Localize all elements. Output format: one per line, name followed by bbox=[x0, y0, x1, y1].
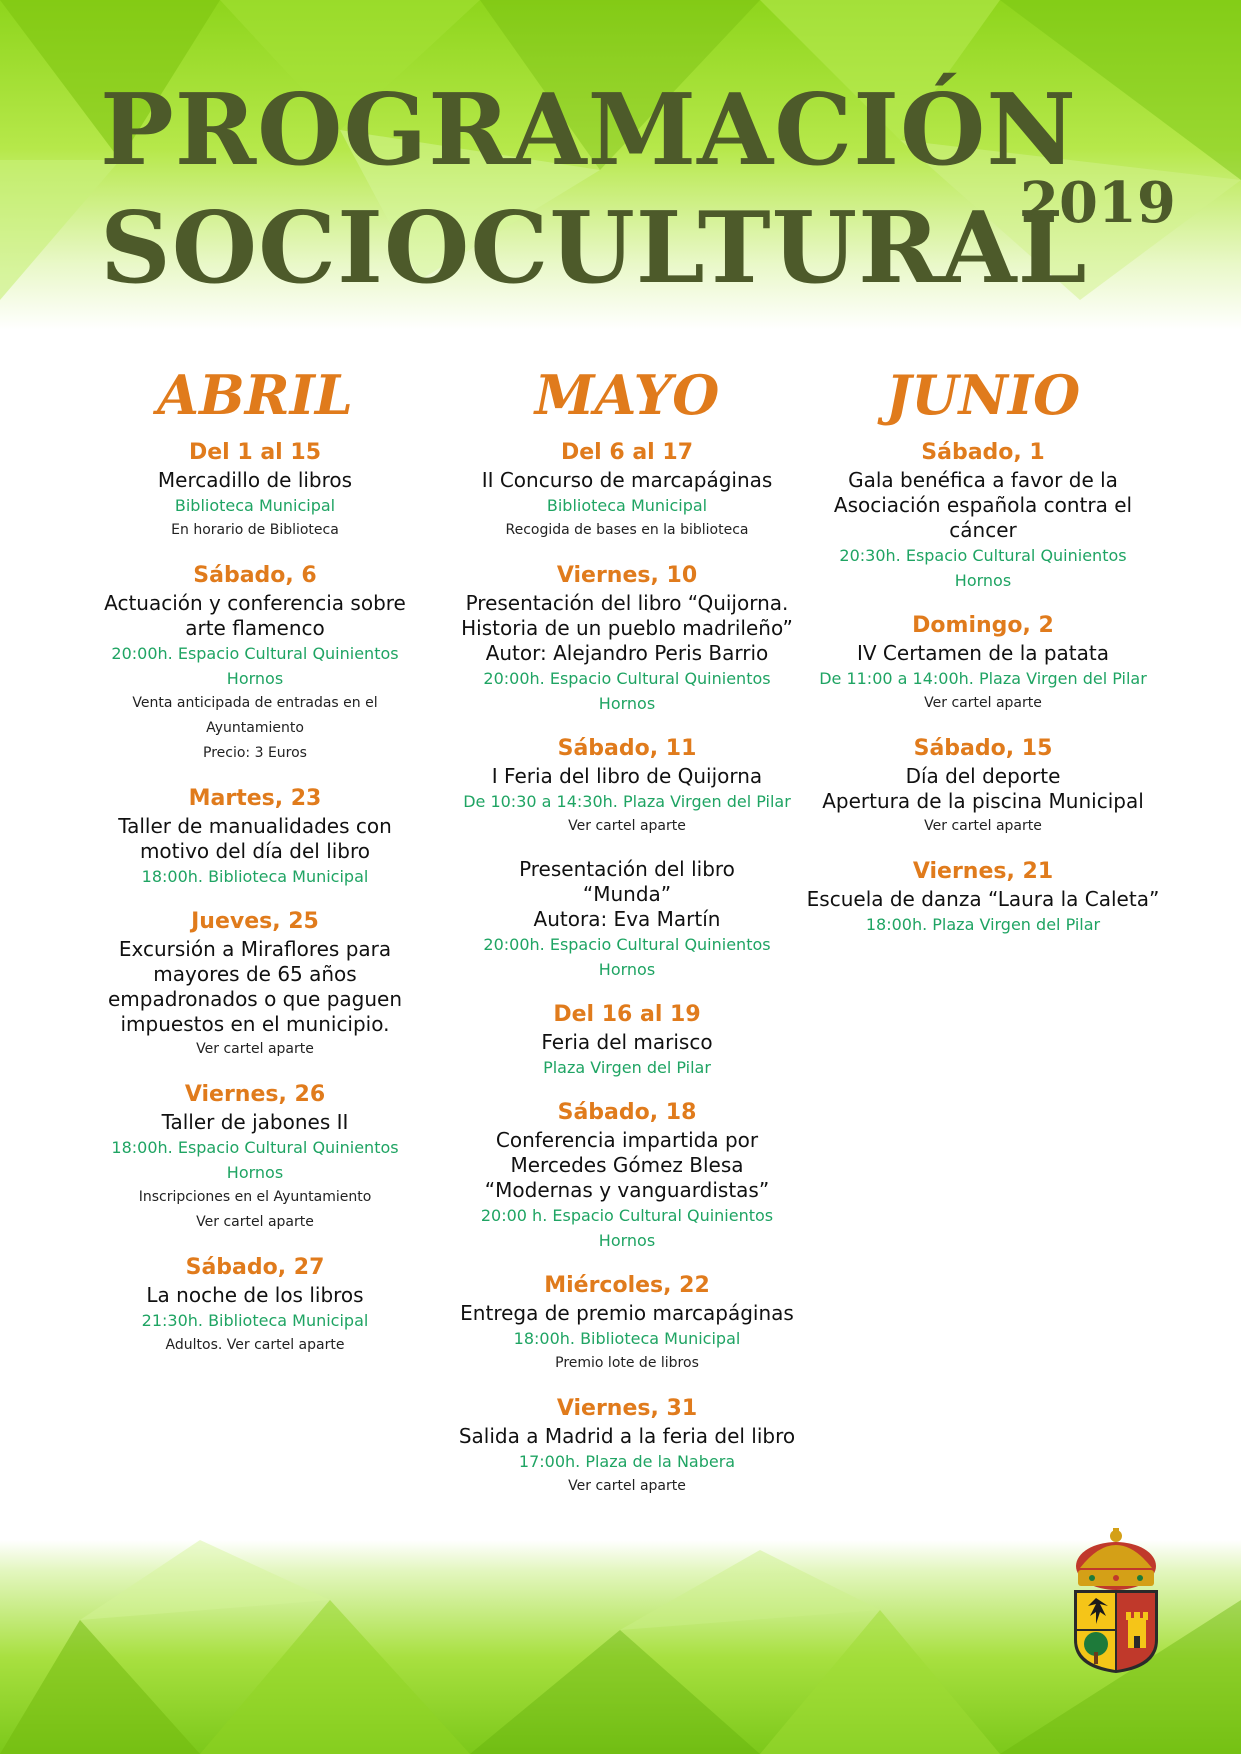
event-item bbox=[437, 734, 817, 839]
event-notes: Ver cartel aparte bbox=[924, 818, 1042, 834]
event-place: 17:00h. Plaza de la Nabera bbox=[518, 1452, 736, 1471]
event-title: Día del deporte Apertura de la piscina Municipal bbox=[822, 764, 1144, 813]
month-heading: ABRIL bbox=[157, 363, 353, 427]
event-title: Salida a Madrid a la feria del libro bbox=[458, 1424, 796, 1448]
event-item bbox=[65, 784, 445, 889]
event-notes: Ver cartel aparte bbox=[924, 695, 1042, 711]
event-title: Presentación del libro “Munda” Autora: Eva Martín bbox=[519, 857, 735, 931]
event-title: Mercadillo de libros bbox=[157, 468, 353, 492]
page-title bbox=[100, 72, 1088, 308]
event-title: Presentación del libro “Quijorna. Historia de un pueblo madrileño” Autor: Alejandro Peris Barrio bbox=[461, 591, 793, 665]
event-notes: Venta anticipada de entradas en el Ayuntamiento Precio: 3 Euros bbox=[132, 695, 378, 761]
event-place: 20:00h. Espacio Cultural Quinientos Hornos bbox=[483, 669, 771, 713]
event-title: Actuación y conferencia sobre arte flamenco bbox=[104, 591, 406, 640]
event-item bbox=[65, 438, 445, 543]
event-title: II Concurso de marcapáginas bbox=[481, 468, 773, 492]
event-title: Taller de manualidades con motivo del día del libro bbox=[118, 814, 392, 863]
event-notes: Ver cartel aparte bbox=[568, 1478, 686, 1494]
event-item bbox=[793, 857, 1173, 937]
event-place: De 10:30 a 14:30h. Plaza Virgen del Pilar bbox=[463, 792, 791, 811]
event-date: Viernes, 26 bbox=[184, 1082, 326, 1107]
month-heading: JUNIO bbox=[885, 363, 1081, 427]
event-title: IV Certamen de la patata bbox=[856, 641, 1110, 665]
event-notes: Ver cartel aparte bbox=[568, 818, 686, 834]
event-date: Sábado, 18 bbox=[557, 1100, 697, 1125]
event-item bbox=[793, 611, 1173, 716]
month-column-abril bbox=[65, 360, 445, 1376]
month-column-junio bbox=[793, 360, 1173, 955]
event-notes: Adultos. Ver cartel aparte bbox=[165, 1337, 345, 1353]
event-place: 20:30h. Espacio Cultural Quinientos Hornos bbox=[839, 546, 1127, 590]
event-date: Sábado, 1 bbox=[921, 440, 1045, 465]
event-place: 21:30h. Biblioteca Municipal bbox=[141, 1311, 369, 1330]
month-heading: MAYO bbox=[534, 363, 720, 427]
event-date: Viernes, 10 bbox=[556, 563, 698, 588]
event-date: Sábado, 15 bbox=[913, 736, 1053, 761]
event-date: Del 16 al 19 bbox=[553, 1002, 701, 1027]
year-label: 2019 bbox=[1020, 170, 1176, 236]
event-item bbox=[793, 734, 1173, 839]
event-date: Sábado, 11 bbox=[557, 736, 697, 761]
event-item bbox=[65, 1253, 445, 1358]
event-date: Domingo, 2 bbox=[912, 613, 1054, 638]
event-item bbox=[793, 438, 1173, 593]
event-place: 20:00h. Espacio Cultural Quinientos Hornos bbox=[111, 644, 399, 688]
event-place: Biblioteca Municipal bbox=[546, 496, 708, 515]
event-date: Sábado, 27 bbox=[185, 1255, 325, 1280]
event-date: Martes, 23 bbox=[188, 786, 322, 811]
event-item bbox=[65, 907, 445, 1062]
event-title: Escuela de danza “Laura la Caleta” bbox=[806, 887, 1160, 911]
event-place: 18:00h. Plaza Virgen del Pilar bbox=[865, 915, 1101, 934]
event-title: Conferencia impartida por Mercedes Gómez Blesa “Modernas y vanguardistas” bbox=[484, 1128, 770, 1202]
event-title: Gala benéfica a favor de la Asociación española contra el cáncer bbox=[833, 468, 1133, 542]
event-date: Viernes, 21 bbox=[912, 859, 1054, 884]
event-title: Excursión a Miraflores para mayores de 65 años empadronados o que paguen impuestos en el municipio. bbox=[107, 937, 403, 1036]
event-date: Miércoles, 22 bbox=[544, 1273, 710, 1298]
event-date: Del 1 al 15 bbox=[188, 440, 321, 465]
event-place: 20:00 h. Espacio Cultural Quinientos Hornos bbox=[480, 1206, 774, 1250]
event-notes: Recogida de bases en la biblioteca bbox=[505, 522, 749, 538]
event-title: La noche de los libros bbox=[146, 1283, 364, 1307]
event-place: 18:00h. Biblioteca Municipal bbox=[513, 1329, 741, 1348]
title-line-2: SOCIOCULTURAL bbox=[100, 191, 1088, 306]
event-notes: Ver cartel aparte bbox=[196, 1041, 314, 1057]
event-notes: Premio lote de libros bbox=[555, 1355, 699, 1371]
event-place: De 11:00 a 14:00h. Plaza Virgen del Pilar bbox=[819, 669, 1147, 688]
event-item bbox=[437, 857, 817, 982]
event-date: Jueves, 25 bbox=[191, 909, 319, 934]
event-place: Biblioteca Municipal bbox=[174, 496, 336, 515]
event-item bbox=[437, 1000, 817, 1080]
event-item bbox=[437, 1271, 817, 1376]
event-notes: Inscripciones en el Ayuntamiento Ver cartel aparte bbox=[138, 1189, 372, 1230]
event-date: Viernes, 31 bbox=[556, 1396, 698, 1421]
event-place: 18:00h. Biblioteca Municipal bbox=[141, 867, 369, 886]
event-date: Del 6 al 17 bbox=[560, 440, 693, 465]
event-item bbox=[437, 1098, 817, 1253]
event-title: Entrega de premio marcapáginas bbox=[460, 1301, 794, 1325]
event-item bbox=[437, 438, 817, 543]
event-item bbox=[437, 561, 817, 716]
event-place: 18:00h. Espacio Cultural Quinientos Hornos bbox=[111, 1138, 399, 1182]
bottom-green-background bbox=[0, 1540, 1241, 1754]
month-column-mayo bbox=[437, 360, 817, 1517]
event-place: 20:00h. Espacio Cultural Quinientos Hornos bbox=[483, 935, 771, 979]
title-line-1: PROGRAMACIÓN bbox=[100, 73, 1077, 188]
event-item bbox=[437, 1394, 817, 1499]
municipal-coat-of-arms-icon bbox=[1070, 1528, 1162, 1673]
event-title: Taller de jabones II bbox=[161, 1110, 349, 1134]
event-date: Sábado, 6 bbox=[193, 563, 317, 588]
event-notes: En horario de Biblioteca bbox=[171, 522, 339, 538]
event-item bbox=[65, 561, 445, 766]
event-title: I Feria del libro de Quijorna bbox=[491, 764, 763, 788]
event-place: Plaza Virgen del Pilar bbox=[543, 1058, 711, 1077]
event-title: Feria del marisco bbox=[541, 1030, 713, 1054]
event-item bbox=[65, 1080, 445, 1235]
